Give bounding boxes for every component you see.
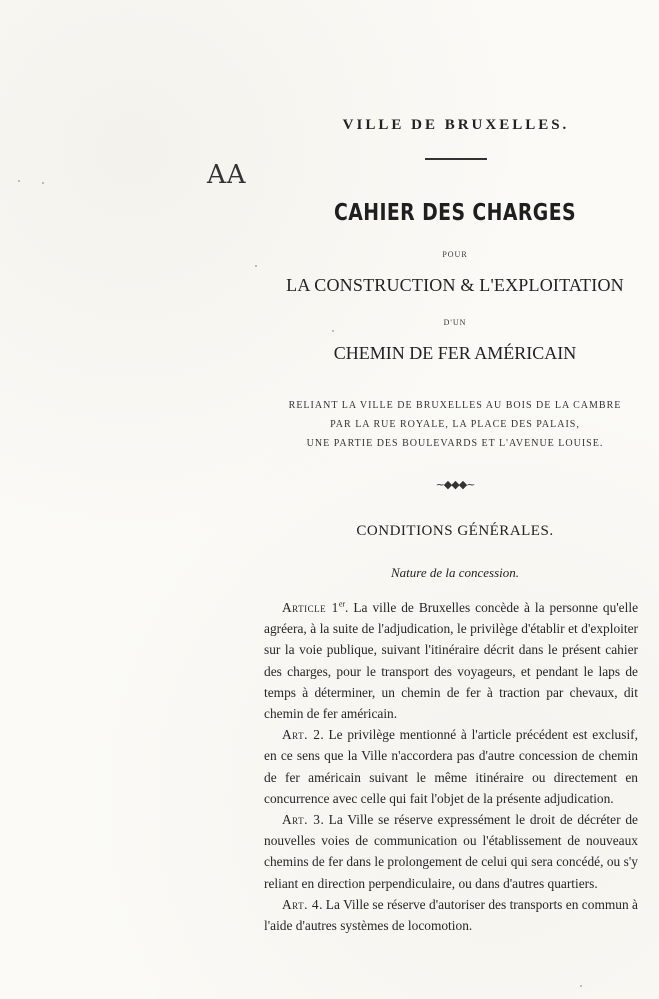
- route-description: [270, 396, 640, 453]
- pour-word: POUR: [442, 250, 468, 259]
- heading-divider: [425, 158, 487, 160]
- article-text: . Le privilège mentionné à l'article précédent est exclusif, en ce sens que la Ville n'accordera pas d'autre concession de chemin de fer américain suivant le même itinéraire ou directement en concurrence avec celle qui fait l'objet de la présente adjudication.: [264, 727, 638, 806]
- article-label: Article 1: [282, 600, 339, 615]
- article-label: Art. 3: [282, 812, 321, 828]
- dun-word: D'UN: [443, 318, 467, 327]
- article-text: . La Ville se réserve expressément le droit de décréter de nouvelles voies de communication ou l'établissement de nouveaux chemins de fer dans le prolongement de celui qui sera concédé, ou s'y reliant en direction perpendiculaire, ou dans d'autres quartiers.: [264, 812, 638, 891]
- article-paragraph: [264, 809, 638, 894]
- article-label: Art. 2: [282, 727, 321, 743]
- article-label: Art. 4: [282, 896, 320, 912]
- route-line: PAR LA RUE ROYALE, LA PLACE DES PALAIS,: [330, 419, 580, 430]
- articles-body: [264, 597, 638, 936]
- paper-speck: [255, 265, 257, 267]
- paper-speck: [42, 182, 44, 184]
- article-paragraph: [264, 894, 638, 936]
- section-title: CONDITIONS GÉNÉRALES.: [356, 523, 554, 539]
- paper-speck: [18, 180, 20, 182]
- document-title: CAHIER DES CHARGES: [334, 200, 576, 226]
- article-text: . La Ville se réserve d'autoriser des transports en commun à l'aide d'autres systèmes de locomotion.: [264, 896, 638, 934]
- article-text: . La ville de Bruxelles concède à la personne qu'elle agréera, à la suite de l'adjudication, le privilège d'établir et d'exploiter sur la voie publique, suivant l'itinéraire décrit dans le présent cahier des charges, pour le transport des voyageurs, et pendant le laps de temps à déterminer, un chemin de fer à traction par chevaux, dit chemin de fer américain.: [264, 600, 639, 722]
- subtitle-construction: LA CONSTRUCTION & L'EXPLOITATION: [286, 275, 624, 295]
- margin-annotation: AA: [207, 160, 247, 190]
- paper-speck: [332, 330, 334, 332]
- subtitle-railway: CHEMIN DE FER AMÉRICAIN: [333, 343, 577, 363]
- article-paragraph: [264, 724, 638, 809]
- route-line: RELIANT LA VILLE DE BRUXELLES AU BOIS DE LA CAMBRE: [288, 400, 622, 411]
- route-line: UNE PARTIE DES BOULEVARDS ET L'AVENUE LOUISE.: [306, 438, 604, 449]
- section-subtitle: Nature de la concession.: [390, 565, 520, 580]
- article-superscript: er: [338, 599, 346, 609]
- ornament-divider: ~◆◆◆~: [435, 478, 475, 491]
- article-paragraph: [264, 597, 638, 724]
- city-heading: VILLE DE BRUXELLES.: [342, 117, 570, 133]
- paper-speck: [580, 985, 582, 987]
